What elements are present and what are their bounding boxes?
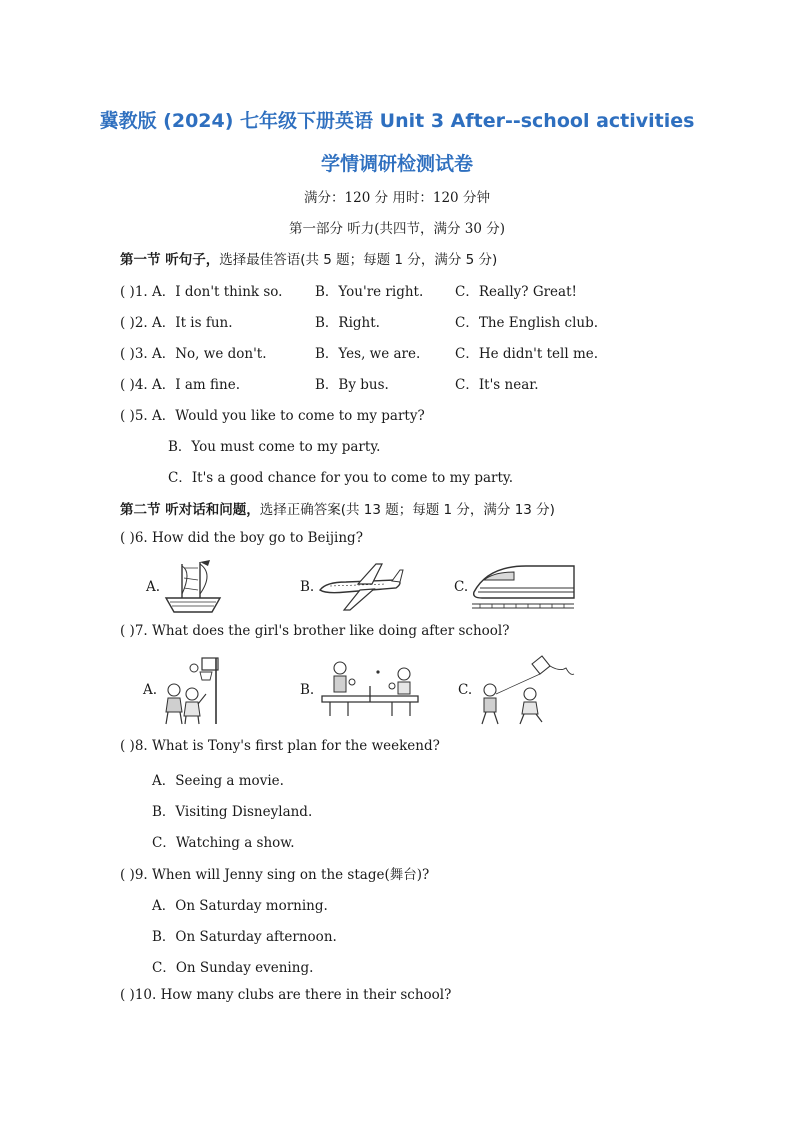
kids-playing-basketball-icon <box>158 654 228 726</box>
section-two-heading-bold: 第二节 听对话和问题， <box>120 502 260 518</box>
kids-playing-table-tennis-icon <box>318 658 422 718</box>
q1-option-b: B．You're right. <box>315 284 424 300</box>
q8-option-a: A．Seeing a movie. <box>152 773 284 789</box>
q4-option-a: ( )4. A．I am fine. <box>120 377 240 393</box>
q8-option-c: C．Watching a show. <box>152 835 295 851</box>
q1-option-a: ( )1. A．I don't think so. <box>120 284 283 300</box>
sailing-ship-icon <box>160 558 226 616</box>
q9-option-c: C．On Sunday evening. <box>152 960 314 976</box>
q3-option-c: C．He didn't tell me. <box>455 346 599 362</box>
q2-option-c: C．The English club. <box>455 315 599 331</box>
section-one-heading <box>120 248 497 268</box>
high-speed-train-icon <box>470 558 576 614</box>
kids-flying-kite-icon <box>474 654 578 726</box>
document-title: 冀教版 (2024) 七年级下册英语 Unit 3 After--school activities <box>99 110 695 132</box>
q4-option-c: C．It's near. <box>455 377 539 393</box>
section-one-heading-rest: 选择最佳答语(共 5 题；每题 1 分，满分 5 分) <box>219 252 498 268</box>
q8-option-b: B．Visiting Disneyland. <box>152 804 313 820</box>
q6-stem: ( )6. How did the boy go to Beijing? <box>120 530 363 546</box>
q6-label-b: B. <box>300 579 315 595</box>
airplane-icon <box>316 560 406 614</box>
document-subtitle: 学情调研检测试卷 <box>320 153 473 175</box>
q3-option-b: B．Yes, we are. <box>315 346 421 362</box>
q5-stem: ( )5. A．Would you like to come to my party? <box>120 408 425 424</box>
q5-option-c: C．It's a good chance for you to come to my party. <box>168 470 514 486</box>
q4-option-b: B．By bus. <box>315 377 389 393</box>
q7-stem: ( )7. What does the girl's brother like doing after school? <box>120 623 510 639</box>
section-two-heading-rest: 选择正确答案(共 13 题；每题 1 分，满分 13 分) <box>259 502 555 518</box>
q2-option-b: B．Right. <box>315 315 380 331</box>
q7-label-b: B. <box>300 682 315 698</box>
q9-stem: ( )9. When will Jenny sing on the stage(舞台)? <box>120 867 430 883</box>
q5-option-b: B．You must come to my party. <box>168 439 381 455</box>
section-one-heading-bold: 第一节 听句子， <box>120 252 220 268</box>
q7-label-c: C. <box>458 682 473 698</box>
score-time-line: 满分：120 分 用时：120 分钟 <box>304 190 490 206</box>
q8-stem: ( )8. What is Tony's first plan for the weekend? <box>120 738 440 754</box>
part-one-heading: 第一部分 听力(共四节，满分 30 分) <box>288 221 506 237</box>
q3-option-a: ( )3. A．No, we don't. <box>120 346 267 362</box>
q10-stem: ( )10. How many clubs are there in their school? <box>120 987 452 1003</box>
q6-label-a: A. <box>146 579 161 595</box>
section-two-heading <box>120 498 555 518</box>
q9-option-b: B．On Saturday afternoon. <box>152 929 337 945</box>
q7-label-a: A. <box>143 682 158 698</box>
q1-option-c: C．Really? Great! <box>455 284 577 300</box>
q6-label-c: C. <box>454 579 469 595</box>
q2-option-a: ( )2. A．It is fun. <box>120 315 233 331</box>
q9-option-a: A．On Saturday morning. <box>152 898 328 914</box>
